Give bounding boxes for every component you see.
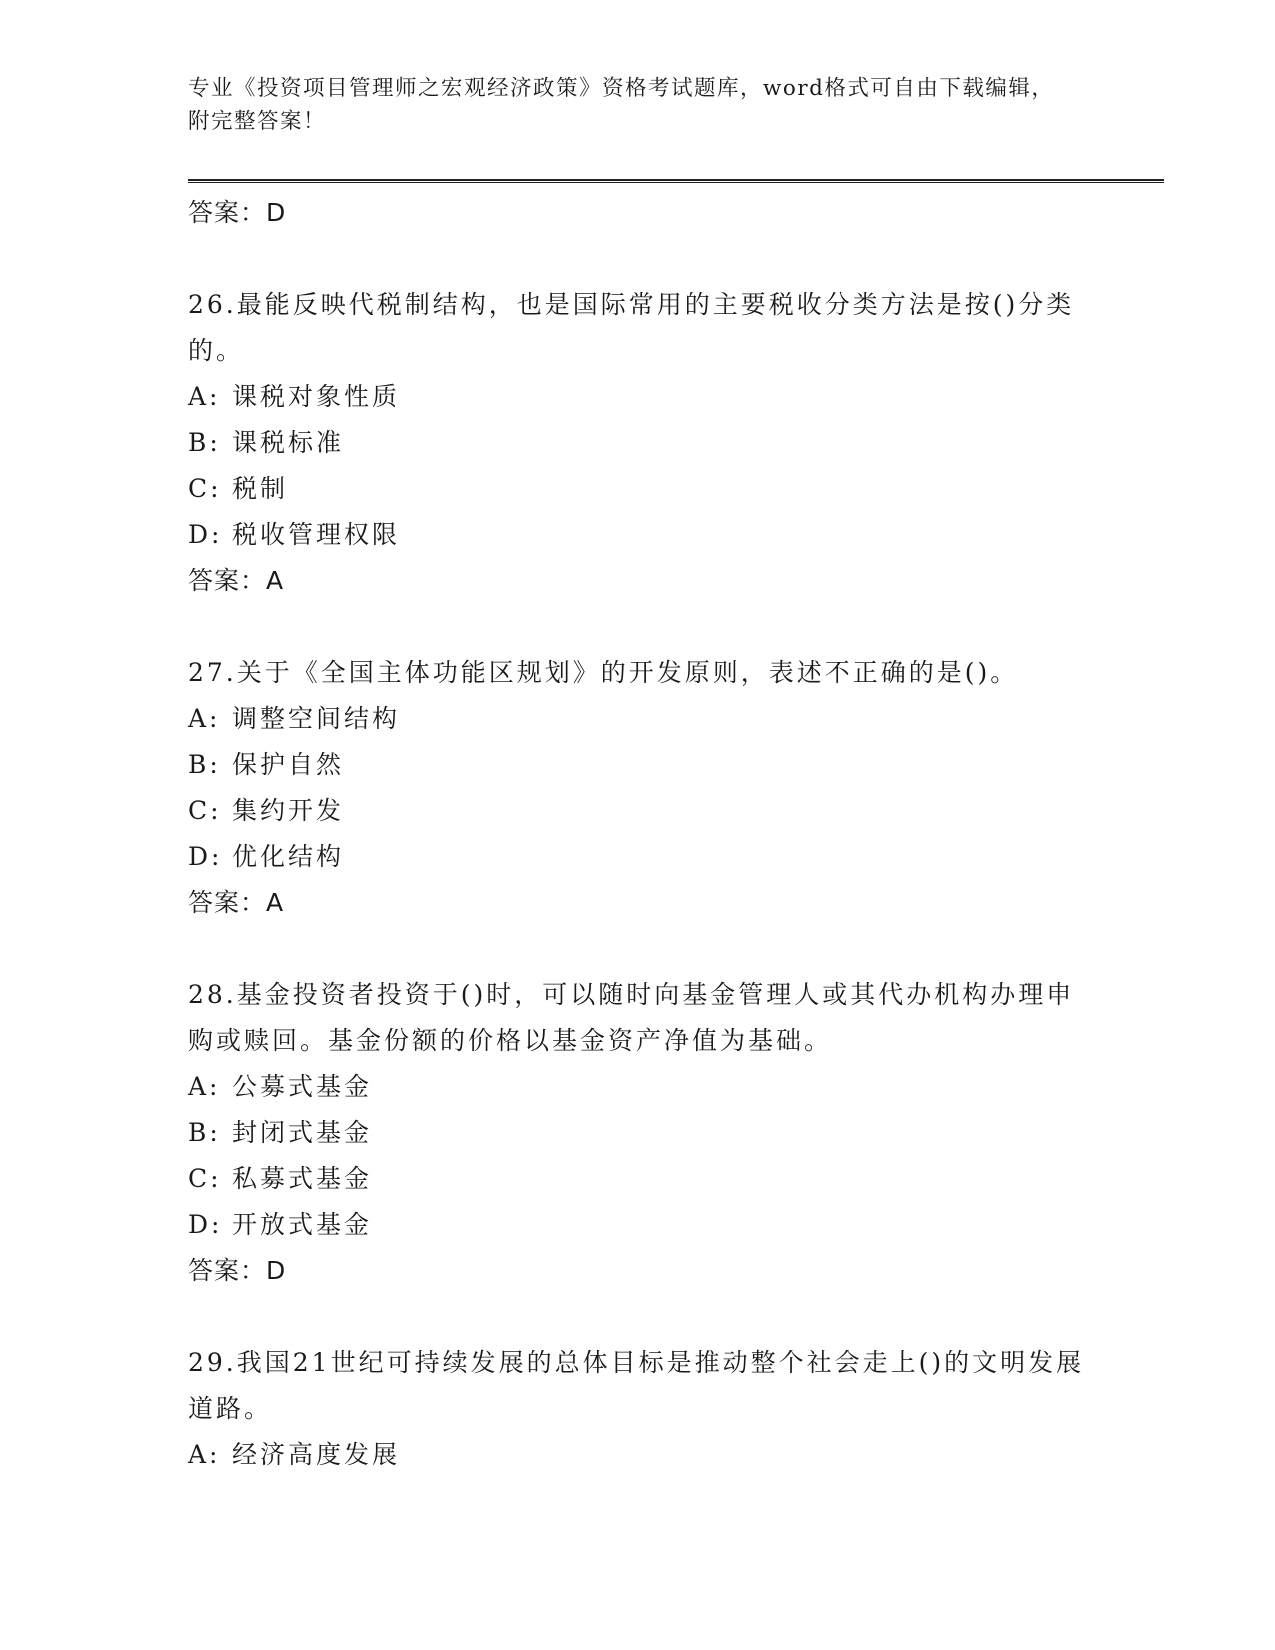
option-d (188, 834, 1088, 880)
option-c (188, 466, 1088, 512)
option-a (188, 374, 1088, 420)
option-c (188, 788, 1088, 834)
question-stem: 26.最能反映代税制结构，也是国际常用的主要税收分类方法是按()分类的。 (188, 290, 1075, 365)
option-a (188, 1064, 1088, 1110)
option-letter: B: (188, 1118, 221, 1147)
option-letter: B: (188, 428, 221, 457)
option-text: 税制 (232, 474, 289, 503)
question-stem: 28.基金投资者投资于()时，可以随时向基金管理人或其代办机构办理申购或赎回。基金份额的价格以基金资产净值为基础。 (188, 980, 1075, 1055)
option-text: 经济高度发展 (232, 1440, 401, 1469)
header-divider (188, 179, 1164, 183)
option-d (188, 512, 1088, 558)
option-text: 课税对象性质 (232, 382, 401, 411)
answer-line: 答案：A (188, 566, 285, 595)
option-text: 封闭式基金 (232, 1118, 373, 1147)
option-a (188, 1432, 1088, 1478)
option-text: 集约开发 (232, 796, 345, 825)
option-letter: C: (188, 1164, 222, 1193)
question-26 (188, 282, 1088, 604)
option-letter: D: (188, 842, 223, 871)
blank-line (188, 926, 1088, 972)
option-letter: C: (188, 474, 222, 503)
answer-line: 答案：D (188, 1256, 287, 1285)
option-text: 私募式基金 (232, 1164, 373, 1193)
question-28 (188, 972, 1088, 1294)
option-c (188, 1156, 1088, 1202)
option-text: 调整空间结构 (232, 704, 401, 733)
option-text: 税收管理权限 (232, 520, 401, 549)
option-b (188, 742, 1088, 788)
option-text: 保护自然 (232, 750, 345, 779)
option-letter: D: (188, 520, 223, 549)
option-letter: A: (188, 704, 221, 733)
question-27 (188, 650, 1088, 926)
option-letter: D: (188, 1210, 223, 1239)
option-text: 开放式基金 (232, 1210, 373, 1239)
question-29 (188, 1340, 1088, 1478)
option-letter: A: (188, 1072, 221, 1101)
question-stem: 27.关于《全国主体功能区规划》的开发原则，表述不正确的是()。 (188, 658, 1019, 687)
option-letter: B: (188, 750, 221, 779)
blank-line (188, 236, 1088, 282)
answer-line: 答案：A (188, 888, 285, 917)
option-text: 优化结构 (232, 842, 345, 871)
document-header: 专业《投资项目管理师之宏观经济政策》资格考试题库，word格式可自由下载编辑，附完整答案！ (188, 76, 1055, 134)
option-d (188, 1202, 1088, 1248)
option-letter: C: (188, 796, 222, 825)
blank-line (188, 1294, 1088, 1340)
option-a (188, 696, 1088, 742)
question-stem: 29.我国21世纪可持续发展的总体目标是推动整个社会走上()的文明发展道路。 (188, 1348, 1085, 1423)
document-body (188, 190, 1088, 1478)
option-text: 公募式基金 (232, 1072, 373, 1101)
option-b (188, 1110, 1088, 1156)
answer-line: 答案：D (188, 198, 287, 227)
option-letter: A: (188, 1440, 221, 1469)
option-letter: A: (188, 382, 221, 411)
option-text: 课税标准 (232, 428, 345, 457)
option-b (188, 420, 1088, 466)
blank-line (188, 604, 1088, 650)
